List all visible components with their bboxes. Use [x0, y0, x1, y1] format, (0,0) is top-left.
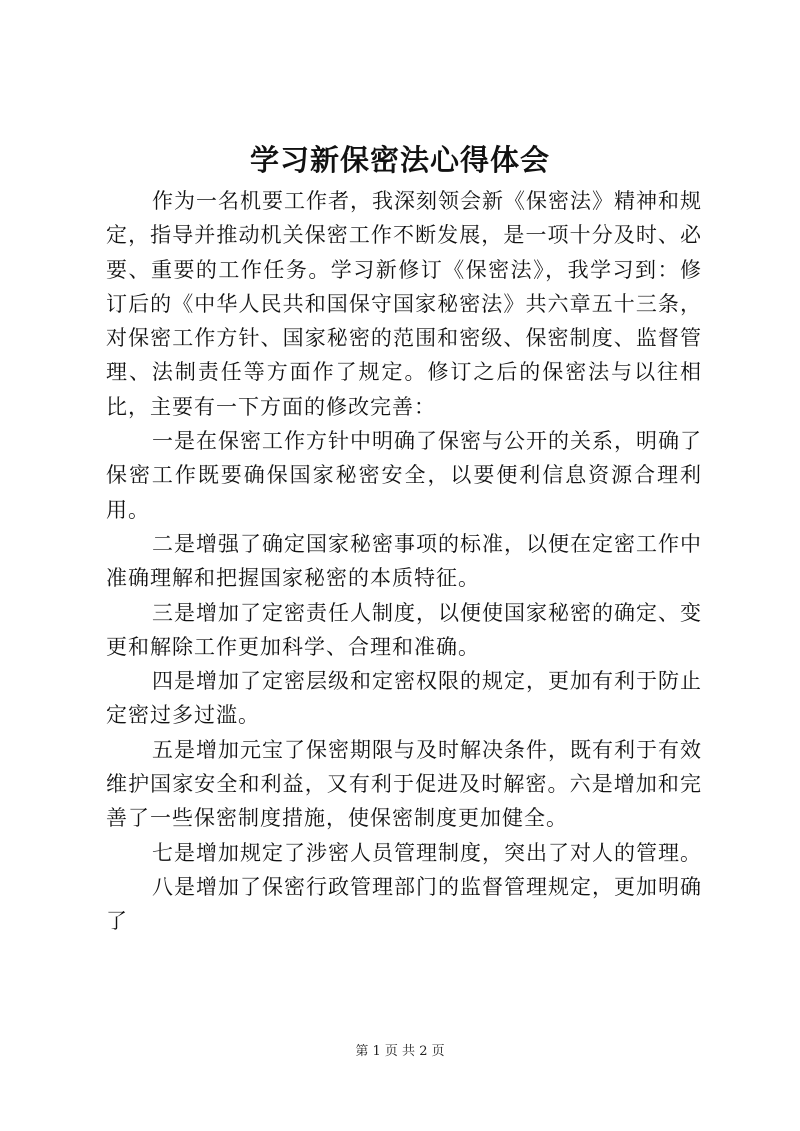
document-body — [106, 184, 702, 939]
paragraph-point-2: 二是增强了确定国家秘密事项的标准，以便在定密工作中准确理解和把握国家秘密的本质特征。 — [106, 531, 702, 591]
paragraph-point-7: 七是增加规定了涉密人员管理制度，突出了对人的管理。 — [152, 840, 702, 865]
paragraph-point-8: 八是增加了保密行政管理部门的监督管理规定，更加明确了 — [106, 874, 702, 934]
paragraph-point-3: 三是增加了定密责任人制度，以便使国家秘密的确定、变更和解除工作更加科学、合理和准确。 — [106, 600, 702, 659]
page-footer: 第 1 页 共 2 页 — [355, 1044, 445, 1059]
paragraph-point-4: 四是增加了定密层级和定密权限的规定，更加有利于防止定密过多过滥。 — [106, 669, 702, 728]
paragraph-point-1: 一是在保密工作方针中明确了保密与公开的关系，明确了保密工作既要确保国家秘密安全，以要便利信息资源合理利用。 — [106, 429, 702, 522]
paragraph-point-5-6: 五是增加元宝了保密期限与及时解决条件，既有利于有效维护国家安全和利益，又有利于促进及时解密。六是增加和完善了一些保密制度措施，使保密制度更加健全。 — [106, 737, 702, 831]
document-title: 学习新保密法心得体会 — [249, 143, 550, 177]
paragraph-intro: 作为一名机要工作者，我深刻领会新《保密法》精神和规定，指导并推动机关保密工作不断发展，是一项十分及时、必要、重要的工作任务。学习新修订《保密法》，我学习到：修订后的《中华人民共和国保守国家秘密法》共六章五十三条，对保密工作方针、国家秘密的范围和密级、保密制度、监督管理、法制责任等方面作了规定。修订之后的保密法与以往相比，主要有一下方面的修改完善： — [106, 189, 702, 419]
